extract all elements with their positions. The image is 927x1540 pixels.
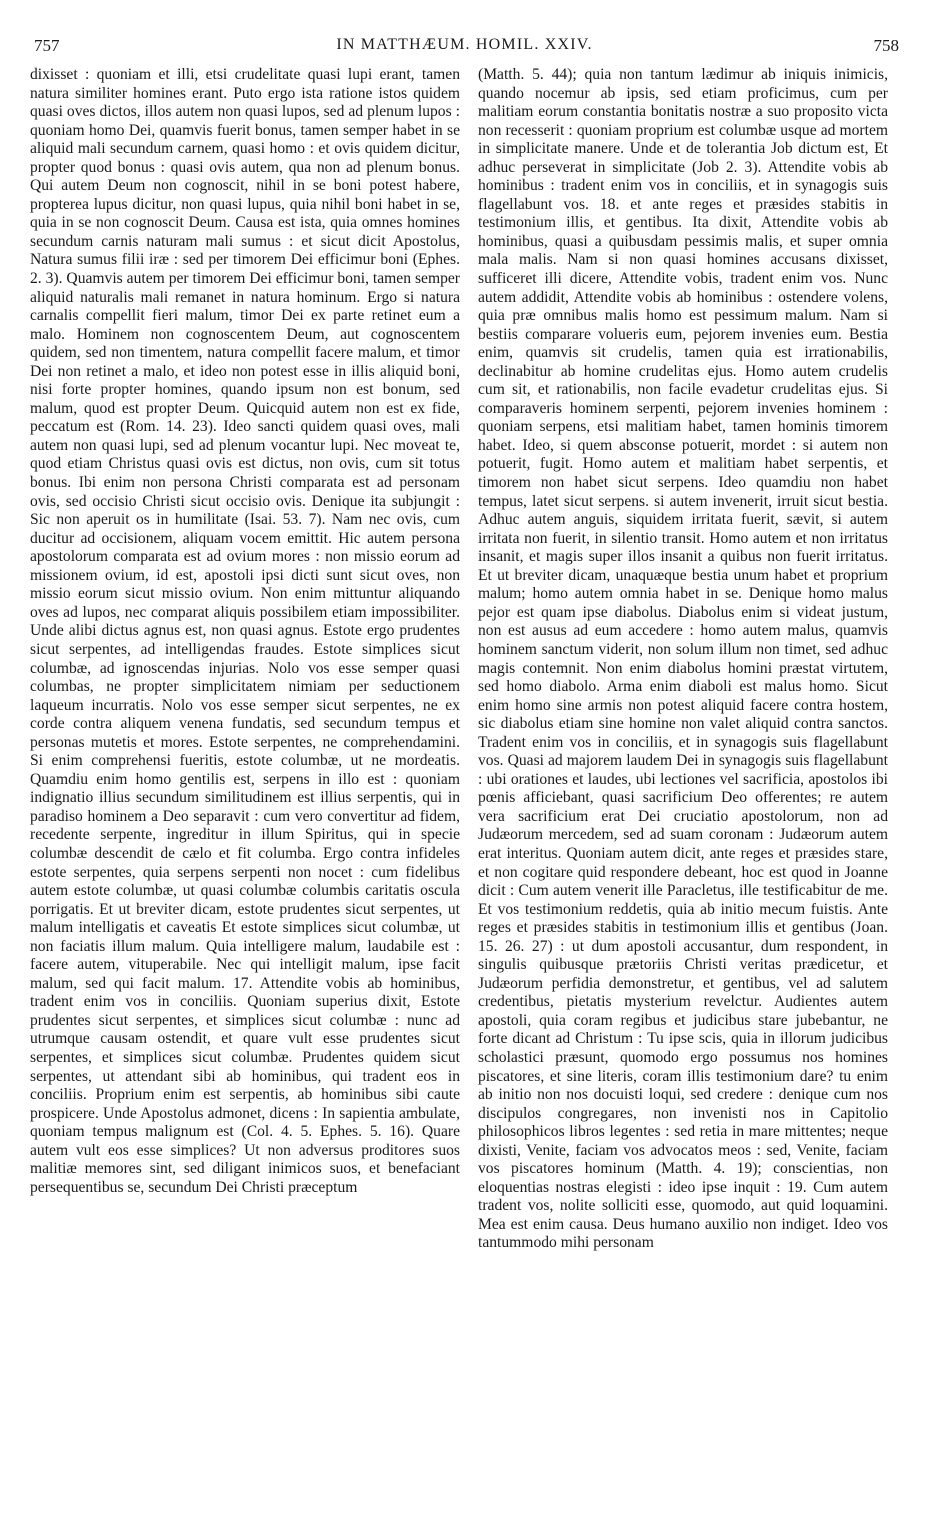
left-column <box>30 66 460 1197</box>
page-number-right: 758 <box>873 36 899 55</box>
left-column-text: dixisset : quoniam et illi, etsi crudelitate quasi lupi erant, tamen natura similiter homines erant. Puto ergo ista ratione istos quidem quasi oves dictos, illos autem non quasi lupos, sed ad plenum lupos : quoniam homo Dei, quamvis fuerit bonus, tamen semper habet in se aliquid mali secundum carnem, quasi homo : et ovis quidem dicitur, propter quod bonus : quasi ovis autem, qua non ad plenum bonus. Qui autem Deum non cognoscit, nihil in se boni potest habere, propterea lupus dicitur, non quasi lupus, quia nihil boni habet in se, quia in se non cognoscit Deum. Causa est ista, quia omnes homines secundum carnis naturam mali sumus : et sicut dicit Apostolus, Natura sumus filii iræ : sed per timorem Dei efficimur boni (Ephes. 2. 3). Quamvis autem per timorem Dei efficimur boni, tamen semper aliquid naturalis mali remanet in natura hominum. Ergo si natura carnalis compellit fieri malum, timor Dei ex parte retinet eum a malo. Hominem non cognoscentem Deum, aut cognoscentem quidem, sed non timentem, natura compellit facere malum, et timor Dei non retinet a malo, et ideo non potest esse in illis aliquid boni, nisi forte propter homines, quando ipsum non est bonum, sed malum, quod est propter Deum. Quicquid autem non est ex fide, peccatum est (Rom. 14. 23). Ideo sancti quidem quasi oves, mali autem non quasi lupi, sed ad plenum vocantur lupi. Nec moveat te, quod etiam Christus quasi ovis est dictus, non ovis, cum sit totus bonus. Ibi enim non persona Christi comparata est ad personam ovis, sed occisio Christi sicut occisio ovis. Denique ita subjungit : Sic non aperuit os in humilitate (Isai. 53. 7). Nam nec ovis, cum ducitur ad occisionem, aliquam vocem emittit. Hic autem persona apostolorum comparata est ad ovium mores : non missio eorum ad missionem ovium, id est, apostoli ipsi dicti sunt sicut oves, non missio eorum sicut missio ovium. Non enim mittuntur aliquando oves ad lupos, nec comparat aliquis possibilem etiam impossibiliter. Unde alibi dictus agnus est, non quasi agnus. Estote ergo prudentes sicut serpentes, ad intelligendas fraudes. Estote simplices sicut columbæ, ad ignoscendas injurias. Nolo vos esse semper quasi columbas, ne propter simplicitatem nimiam per seductionem laqueum incurratis. Nolo vos esse semper sicut serpentes, ne ex corde contra aliquem venena fundatis, sed secundum tempus et personas mutetis et mores. Estote serpentes, ne comprehendamini. Si enim comprehensi fueritis, estote columbæ, ut ne mordeatis. Quamdiu enim homo gentilis est, serpens in illo est : quoniam indignatio illius secundum similitudinem est illius serpentis, qui in paradiso hominem a Deo separavit : cum vero convertitur ad fidem, recedente serpente, ingreditur in illum Spiritus, qui in specie columbæ descendit de cælo et fit columba. Ergo contra infideles estote serpentes, quia serpens serpenti non nocet : cum fidelibus autem estote columbæ, ut quasi columbæ columbis caritatis oscula porrigatis. Et ut breviter dicam, estote prudentes sicut serpentes, ut malum intelligatis et caveatis Et estote simplices sicut columbæ, ut non faciatis illum malum. Quia intelligere malum, laudabile est : facere autem, vituperabile. Nec qui intelligit malum, ipse facit malum, sed qui facit malum. 17. Attendite vobis ab hominibus, tradent enim vos in conciliis. Quoniam superius dixit, Estote prudentes sicut serpentes, et simplices sicut columbæ : nunc ad utrumque causam ostendit, et quare vult esse prudentes sicut serpentes, et simplices sicut columbæ. Prudentes quidem sicut serpentes, ut attendant sibi ab hominibus, qui tradent eos in conciliis. Proprium enim est serpentis, ab hominibus sibi caute prospicere. Unde Apostolus admonet, dicens : In sapientia ambulate, quoniam tempus malignum est (Col. 4. 5. Ephes. 5. 16). Quare autem vult eos esse simplices? Ut non adversus proditores suos malitiæ memores sint, sed diligant inimicos suos, et benefaciant persequentibus se, secundum Dei Christi præceptum <box>30 66 460 1196</box>
right-column-text: (Matth. 5. 44); quia non tantum lædimur ab iniquis inimicis, quando nocemur ab ipsis, sed etiam proficimus, cum per malitiam eorum constantia bonitatis nostræ a suo proposito victa non recesserit : quoniam proprium est columbæ usque ad mortem in simplicitate manere. Unde et de tolerantia Job dictum est, Et adhuc perseverat in simplicitate (Job 2. 3). Attendite vobis ab hominibus : tradent enim vos in conciliis, et in synagogis suis flagellabunt vos. 18. et ante reges et præsides stabitis in testimonium illis, et gentibus. Ita dixit, Attendite vobis ab hominibus, quasi a quibusdam pessimis malis, et super omnia mala malis. Nam si non quasi homines accusans dixisset, sufficeret illi dicere, Attendite vobis, tradent enim vos. Nunc autem addidit, Attendite vobis ab hominibus : ostendere volens, quia præ omnibus malis homo est pessimum malum. Nam si bestiis comparare volueris eum, pejorem invenies eum. Bestia enim, quamvis sit crudelis, tamen quia est irrationabilis, declinabitur ab homine crudelitas ejus. Homo autem crudelis cum sit, et rationabilis, non facile evadetur crudelitas ejus. Si comparaveris hominem serpenti, pejorem invenies hominem : quoniam serpens, etsi malitiam habet, tamen hominis timorem habet. Ideo, si quem absconse potuerit, mordet : si autem non potuerit, fugit. Homo autem et malitiam habet serpentis, et timorem non habet sicut serpens. Ideo quamdiu non habet tempus, latet sicut serpens. si autem invenerit, irruit sicut bestia. Adhuc autem anguis, siquidem irritata fuerit, sævit, si autem irritata non fuerit, in silentio transit. Homo autem et non irritatus insanit, et magis super illos insanit a quibus non fuerit irritatus. Et ut breviter dicam, unaquæque bestia unum habet et proprium malum; homo autem omnia habet in se. Denique homo malus pejor est quam ipse diabolus. Diabolus enim si videat justum, non est ausus ad eum accedere : homo autem malus, quamvis hominem sanctum viderit, non solum illum non timet, sed adhuc magis contemnit. Non enim diabolus homini præstat virtutem, sed homo diabolo. Arma enim diaboli est malus homo. Sicut enim homo sine armis non potest aliquid facere contra hostem, sic diabolus etiam sine homine non valet aliquid contra sanctos. Tradent enim vos in conciliis, et in synagogis suis flagellabunt vos. Quasi ad majorem laudem Dei in synagogis suis flagellabunt : ubi orationes et laudes, ubi lectiones vel sacrificia, apostolos ibi pœnis afficiebant, quasi sacrificium Deo offerentes; re autem vera sacrificium erat Dei cruciatio apostolorum, non ad Judæorum mercedem, sed ad suam coronam : Judæorum autem erat interitus. Quoniam autem dicit, ante reges et præsides stare, et non cogitare quid respondere debeant, hoc est quod in Joanne dicit : Cum autem venerit ille Paracletus, ille testificabitur de me. Et vos testimonium reddetis, quia ab initio mecum fuistis. Ante reges et præsides stabitis in testimonium illis et gentibus (Joan. 15. 26. 27) : ut dum apostoli accusantur, dum respondent, in singulis quibusque prætoriis Christi veritas prædicetur, et Judæorum perfidia demonstretur, et gentibus, vel ad salutem credentibus, pietatis mysterium revelctur. Audientes autem apostoli, quia coram regibus et judicibus stare jubebantur, ne forte dicant ad Christum : Tu ipse scis, quia in illorum judicibus scholastici præsunt, quomodo ergo possumus nos homines piscatores, et sine literis, coram illis testimonium dare? tu enim ab initio non nos docuisti loqui, sed credere : denique cum nos discipulos congregares, non invenisti nos in Capitolio philosophicos libros legentes : sed retia in mare mittentes; neque dixisti, Venite, faciam vos advocatos meos : sed, Venite, faciam vos piscatores hominum (Matth. 4. 19); conscientias, non eloquentias nostras elegisti : ideo ipse inquit : 19. Cum autem tradent vos, nolite solliciti esse, quomodo, aut quid loquamini. Mea est enim causa. Deus humano auxilio non indiget. Ideo vos tantummodo mihi personam <box>478 66 888 1252</box>
right-column <box>478 66 888 1253</box>
running-title: IN MATTHÆUM. HOMIL. XXIV. <box>336 36 593 53</box>
page-number-left: 757 <box>34 36 60 55</box>
running-header <box>30 36 899 60</box>
